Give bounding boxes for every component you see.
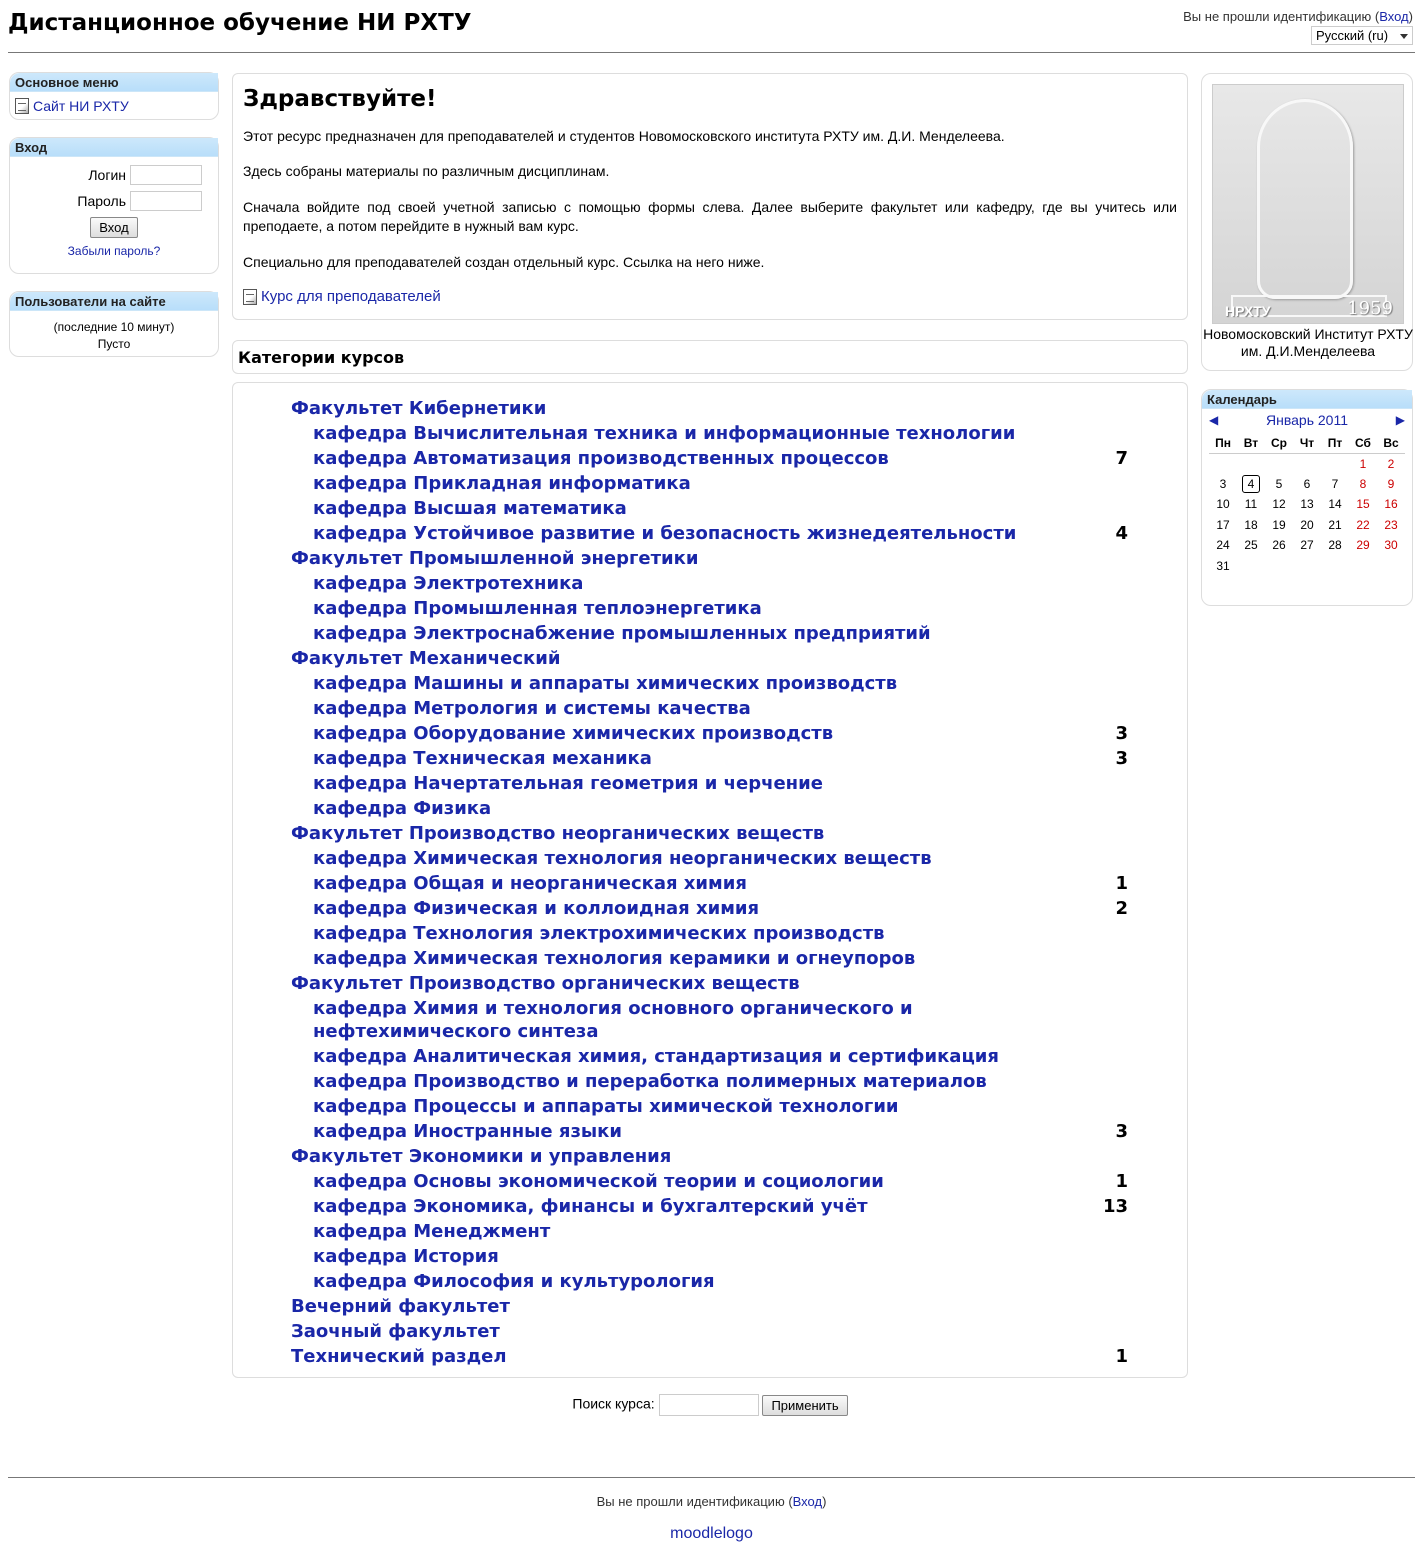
calendar-empty-cell [1349, 556, 1377, 577]
weekday-header: Вс [1377, 434, 1405, 453]
calendar-day-number: 17 [1216, 517, 1230, 532]
logo-year: 1959 [1347, 298, 1393, 319]
calendar-day [1265, 515, 1293, 536]
welcome-paragraph: Здесь собраны материалы по различным дисциплинам. [243, 163, 610, 179]
department-link[interactable]: кафедра Технология электрохимических производств [313, 923, 885, 944]
logo-abbr: НРХТУ [1225, 303, 1271, 319]
department-row [290, 471, 1140, 496]
faculty-link[interactable]: Факультет Производство неорганических веществ [291, 823, 825, 844]
faculty-row [290, 971, 1140, 996]
department-row [290, 946, 1140, 971]
department-row [290, 446, 1140, 471]
calendar-empty-cell [1265, 453, 1293, 474]
department-row [290, 421, 1140, 446]
calendar-empty-cell [1237, 556, 1265, 577]
calendar-nav [1202, 409, 1412, 428]
welcome-heading: Здравствуйте! [243, 86, 437, 112]
calendar-month[interactable]: Январь 2011 [1266, 412, 1348, 428]
department-link[interactable]: кафедра Общая и неорганическая химия [313, 873, 747, 894]
faculty-link[interactable]: Факультет Экономики и управления [291, 1146, 672, 1167]
department-row [290, 896, 1140, 921]
department-link[interactable]: кафедра Аналитическая химия, стандартизация и сертификация [313, 1046, 999, 1067]
footer-login-link[interactable]: Вход [792, 1494, 823, 1509]
online-users-title: Пользователи на сайте [10, 292, 218, 311]
calendar-empty-cell [1209, 453, 1237, 474]
calendar-day-number: 30 [1384, 538, 1398, 553]
department-link[interactable]: кафедра Техническая механика [313, 748, 652, 769]
department-row [290, 1044, 1140, 1069]
calendar-empty-cell [1321, 556, 1349, 577]
course-count: 13 [1102, 1196, 1128, 1217]
calendar-day-number: 25 [1244, 538, 1258, 553]
calendar-day-number: 16 [1384, 497, 1398, 512]
department-row [290, 596, 1140, 621]
calendar-day-number: 28 [1328, 538, 1342, 553]
department-row [290, 871, 1140, 896]
faculty-link[interactable]: Факультет Промышленной энергетики [291, 548, 699, 569]
calendar-day-number: 20 [1300, 517, 1314, 532]
calendar-day-number: 11 [1244, 497, 1258, 512]
statue-icon [1257, 99, 1353, 299]
faculty-row [290, 646, 1140, 671]
calendar-day [1293, 494, 1321, 515]
faculty-link[interactable]: Факультет Производство органических веществ [291, 973, 800, 994]
course-count: 1 [1115, 1346, 1128, 1367]
calendar-empty-cell [1321, 453, 1349, 474]
login-block-title: Вход [10, 138, 218, 157]
faculty-link[interactable]: Факультет Кибернетики [291, 398, 547, 419]
calendar-day-number: 9 [1387, 476, 1395, 491]
calendar-day-number: 31 [1216, 558, 1230, 573]
calendar-day-number: 4 [1242, 475, 1261, 493]
calendar-day [1349, 535, 1377, 556]
main-menu-item[interactable] [10, 92, 218, 117]
calendar-day [1209, 515, 1237, 536]
teacher-course-link[interactable]: Курс для преподавателей [261, 288, 441, 305]
calendar-day [1293, 515, 1321, 536]
department-link[interactable]: кафедра Начертательная геометрия и черчение [313, 773, 823, 794]
department-link[interactable]: кафедра Химическая технология керамики и огнеупоров [313, 948, 916, 969]
department-link[interactable]: кафедра История [313, 1246, 499, 1267]
department-link[interactable]: кафедра Химия и технология основного органического и нефтехимического синтеза [313, 998, 913, 1042]
faculty-row [290, 1294, 1140, 1319]
search-button[interactable]: Применить [762, 1395, 847, 1416]
category-list [290, 396, 1140, 1369]
username-label: Логин [88, 167, 126, 183]
forgot-password-link[interactable]: Забыли пароль? [67, 244, 161, 258]
calendar-day [1377, 453, 1405, 474]
department-row [290, 571, 1140, 596]
online-users-period: (последние 10 минут) [53, 320, 175, 334]
department-link[interactable]: кафедра Физическая и коллоидная химия [313, 898, 760, 919]
calendar-day-number: 1 [1359, 457, 1367, 471]
faculty-row [290, 821, 1140, 846]
calendar-day [1209, 494, 1237, 515]
calendar-day [1321, 474, 1349, 495]
course-search [232, 1394, 1188, 1416]
footer-divider [8, 1477, 1415, 1478]
faculty-row [290, 1319, 1140, 1344]
course-count: 1 [1115, 873, 1128, 894]
weekday-header: Чт [1293, 434, 1321, 453]
department-row [290, 1269, 1140, 1294]
calendar-day [1209, 535, 1237, 556]
course-count: 1 [1115, 1171, 1128, 1192]
calendar-day-number: 12 [1272, 497, 1286, 512]
department-link[interactable]: кафедра Вычислительная техника и информационные технологии [313, 423, 1016, 444]
calendar-day-number: 10 [1216, 497, 1230, 512]
course-count: 3 [1115, 723, 1128, 744]
calendar-day-number: 2 [1387, 457, 1395, 471]
next-month-icon[interactable]: ▶ [1395, 413, 1405, 427]
calendar-empty-cell [1265, 556, 1293, 577]
department-link[interactable]: кафедра Электроснабжение промышленных предприятий [313, 623, 931, 644]
password-row [10, 191, 218, 211]
calendar-day [1377, 494, 1405, 515]
calendar-day-number: 24 [1216, 538, 1230, 553]
calendar-empty-cell [1237, 453, 1265, 474]
department-row [290, 996, 1140, 1044]
calendar-title: Календарь [1202, 390, 1412, 409]
institute-logo [1212, 84, 1404, 324]
department-link[interactable]: кафедра Промышленная теплоэнергетика [313, 598, 762, 619]
calendar-day [1349, 474, 1377, 495]
main-menu-title: Основное меню [10, 73, 218, 92]
calendar-day-number: 13 [1300, 497, 1314, 512]
faculty-row [290, 1344, 1140, 1369]
faculty-link[interactable]: Технический раздел [291, 1346, 507, 1367]
calendar-day-number: 7 [1331, 476, 1339, 491]
calendar-day [1209, 474, 1237, 495]
faculty-link[interactable]: Факультет Механический [291, 648, 561, 669]
course-count: 2 [1115, 898, 1128, 919]
login-info: Вы не прошли идентификацию (Вход) [1183, 9, 1413, 24]
calendar-day [1237, 535, 1265, 556]
department-link[interactable]: кафедра Экономика, финансы и бухгалтерский учёт [313, 1196, 868, 1217]
language-select[interactable] [1311, 26, 1413, 45]
calendar-day-number: 5 [1275, 476, 1283, 491]
department-row [290, 1094, 1140, 1119]
department-link[interactable]: кафедра Производство и переработка полимерных материалов [313, 1071, 987, 1092]
prev-month-icon[interactable]: ◀ [1209, 413, 1219, 427]
calendar-day [1237, 515, 1265, 536]
categories-title: Категории курсов [238, 348, 405, 367]
calendar-day-number: 6 [1303, 476, 1311, 491]
department-link[interactable]: кафедра Химическая технология неорганических веществ [313, 848, 932, 869]
department-row [290, 771, 1140, 796]
document-icon [243, 289, 257, 305]
calendar-day-number: 29 [1356, 538, 1370, 553]
calendar-day-number: 18 [1244, 517, 1258, 532]
footer-login-text: Вы не прошли идентификацию [596, 1494, 785, 1509]
department-row [290, 846, 1140, 871]
calendar-day [1377, 474, 1405, 495]
username-input[interactable] [130, 165, 202, 185]
document-icon [15, 98, 29, 114]
welcome-paragraph: Этот ресурс предназначен для преподавателей и студентов Новомосковского института РХТУ им. Д.И. Менделеева. [243, 128, 1005, 144]
department-row [290, 1069, 1140, 1094]
department-link[interactable]: кафедра Автоматизация производственных процессов [313, 448, 889, 469]
department-link[interactable]: кафедра Основы экономической теории и социологии [313, 1171, 884, 1192]
calendar-empty-cell [1377, 556, 1405, 577]
faculty-link[interactable]: Заочный факультет [291, 1321, 500, 1342]
calendar-day-number: 23 [1384, 517, 1398, 532]
department-link[interactable]: кафедра Машины и аппараты химических производств [313, 673, 898, 694]
categories-header [232, 340, 1188, 374]
footer-login-info: Вы не прошли идентификацию (Вход) [596, 1494, 827, 1509]
department-row [290, 796, 1140, 821]
login-status-text: Вы не прошли идентификацию [1183, 9, 1372, 24]
calendar-day [1237, 494, 1265, 515]
calendar-day-number: 22 [1356, 517, 1370, 532]
department-row [290, 1244, 1140, 1269]
calendar-day [1265, 474, 1293, 495]
calendar-block [1201, 389, 1413, 606]
department-row [290, 671, 1140, 696]
login-link[interactable]: Вход [1379, 9, 1409, 24]
online-users-block [9, 291, 219, 357]
teacher-course-item[interactable] [243, 288, 1177, 305]
department-row [290, 721, 1140, 746]
weekday-header: Пт [1321, 434, 1349, 453]
course-count: 4 [1115, 523, 1128, 544]
department-link[interactable]: кафедра Прикладная информатика [313, 473, 691, 494]
department-row [290, 1219, 1140, 1244]
faculty-row [290, 396, 1140, 421]
calendar-day [1349, 515, 1377, 536]
calendar-day-number: 21 [1328, 517, 1342, 532]
header-divider [8, 52, 1415, 53]
department-link[interactable]: кафедра Философия и культурология [313, 1271, 715, 1292]
department-link[interactable]: кафедра Менеджмент [313, 1221, 551, 1242]
search-label: Поиск курса: [572, 1395, 655, 1412]
department-row [290, 621, 1140, 646]
main-menu-block [9, 72, 219, 120]
logo-caption: Новомосковский Институт РХТУ им. Д.И.Менделеева [1203, 326, 1413, 359]
department-link[interactable]: кафедра Устойчивое развитие и безопасность жизнедеятельности [313, 523, 1017, 544]
course-count: 7 [1115, 448, 1128, 469]
calendar-day-number: 3 [1219, 476, 1227, 491]
online-users-status: Пусто [97, 337, 131, 351]
calendar-day-number: 8 [1359, 476, 1367, 491]
calendar-day [1265, 535, 1293, 556]
course-count: 3 [1115, 748, 1128, 769]
calendar-day [1349, 494, 1377, 515]
department-row [290, 1169, 1140, 1194]
department-link[interactable]: кафедра Метрология и системы качества [313, 698, 751, 719]
calendar-grid [1209, 434, 1405, 576]
weekday-header: Сб [1349, 434, 1377, 453]
faculty-link[interactable]: Вечерний факультет [291, 1296, 510, 1317]
department-row [290, 1194, 1140, 1219]
calendar-day-number: 15 [1356, 497, 1370, 512]
login-button[interactable]: Вход [90, 217, 137, 238]
logo-block [1201, 73, 1413, 371]
site-link[interactable]: Сайт НИ РХТУ [33, 98, 129, 114]
password-input[interactable] [130, 191, 202, 211]
calendar-day [1237, 474, 1265, 495]
language-select-value: Русский (ru) [1316, 28, 1389, 43]
calendar-day [1349, 453, 1377, 474]
calendar-empty-cell [1293, 453, 1321, 474]
calendar-day [1321, 494, 1349, 515]
faculty-row [290, 1144, 1140, 1169]
department-row [290, 696, 1140, 721]
login-block [9, 137, 219, 274]
calendar-day-number: 26 [1272, 538, 1286, 553]
weekday-header: Ср [1265, 434, 1293, 453]
department-row [290, 746, 1140, 771]
department-row [290, 521, 1140, 546]
department-link[interactable]: кафедра Оборудование химических производств [313, 723, 834, 744]
department-link[interactable]: кафедра Процессы и аппараты химической технологии [313, 1096, 899, 1117]
department-row [290, 1119, 1140, 1144]
weekday-header: Вт [1237, 434, 1265, 453]
username-row [10, 165, 218, 185]
calendar-day [1377, 515, 1405, 536]
calendar-day [1209, 556, 1237, 577]
calendar-empty-cell [1293, 556, 1321, 577]
department-row [290, 921, 1140, 946]
calendar-day-number: 14 [1328, 497, 1342, 512]
site-title: Дистанционное обучение НИ РХТУ [8, 10, 472, 36]
calendar-day [1321, 535, 1349, 556]
department-link[interactable]: кафедра Электротехника [313, 573, 584, 594]
calendar-day [1377, 535, 1405, 556]
calendar-day-number: 27 [1300, 538, 1314, 553]
welcome-paragraph: Специально для преподавателей создан отдельный курс. Ссылка на него ниже. [243, 254, 765, 270]
calendar-day-number: 19 [1272, 517, 1286, 532]
search-input[interactable] [659, 1394, 759, 1416]
chevron-down-icon [1400, 34, 1408, 39]
faculty-row [290, 546, 1140, 571]
department-link[interactable]: кафедра Физика [313, 798, 492, 819]
department-link[interactable]: кафедра Иностранные языки [313, 1121, 623, 1142]
department-link[interactable]: кафедра Высшая математика [313, 498, 627, 519]
calendar-day [1293, 474, 1321, 495]
calendar-day [1321, 515, 1349, 536]
department-row [290, 496, 1140, 521]
welcome-box [232, 73, 1188, 320]
calendar-day [1265, 494, 1293, 515]
welcome-paragraph: Сначала войдите под своей учетной записью с помощью формы слева. Далее выберите факультет или кафедру, где вы учитесь или преподаете, а потом перейдите в нужный вам курс. [243, 199, 1177, 234]
weekday-header: Пн [1209, 434, 1237, 453]
calendar-day [1293, 535, 1321, 556]
moodle-logo[interactable]: moodlelogo [670, 1525, 753, 1542]
password-label: Пароль [77, 193, 126, 209]
course-count: 3 [1115, 1121, 1128, 1142]
